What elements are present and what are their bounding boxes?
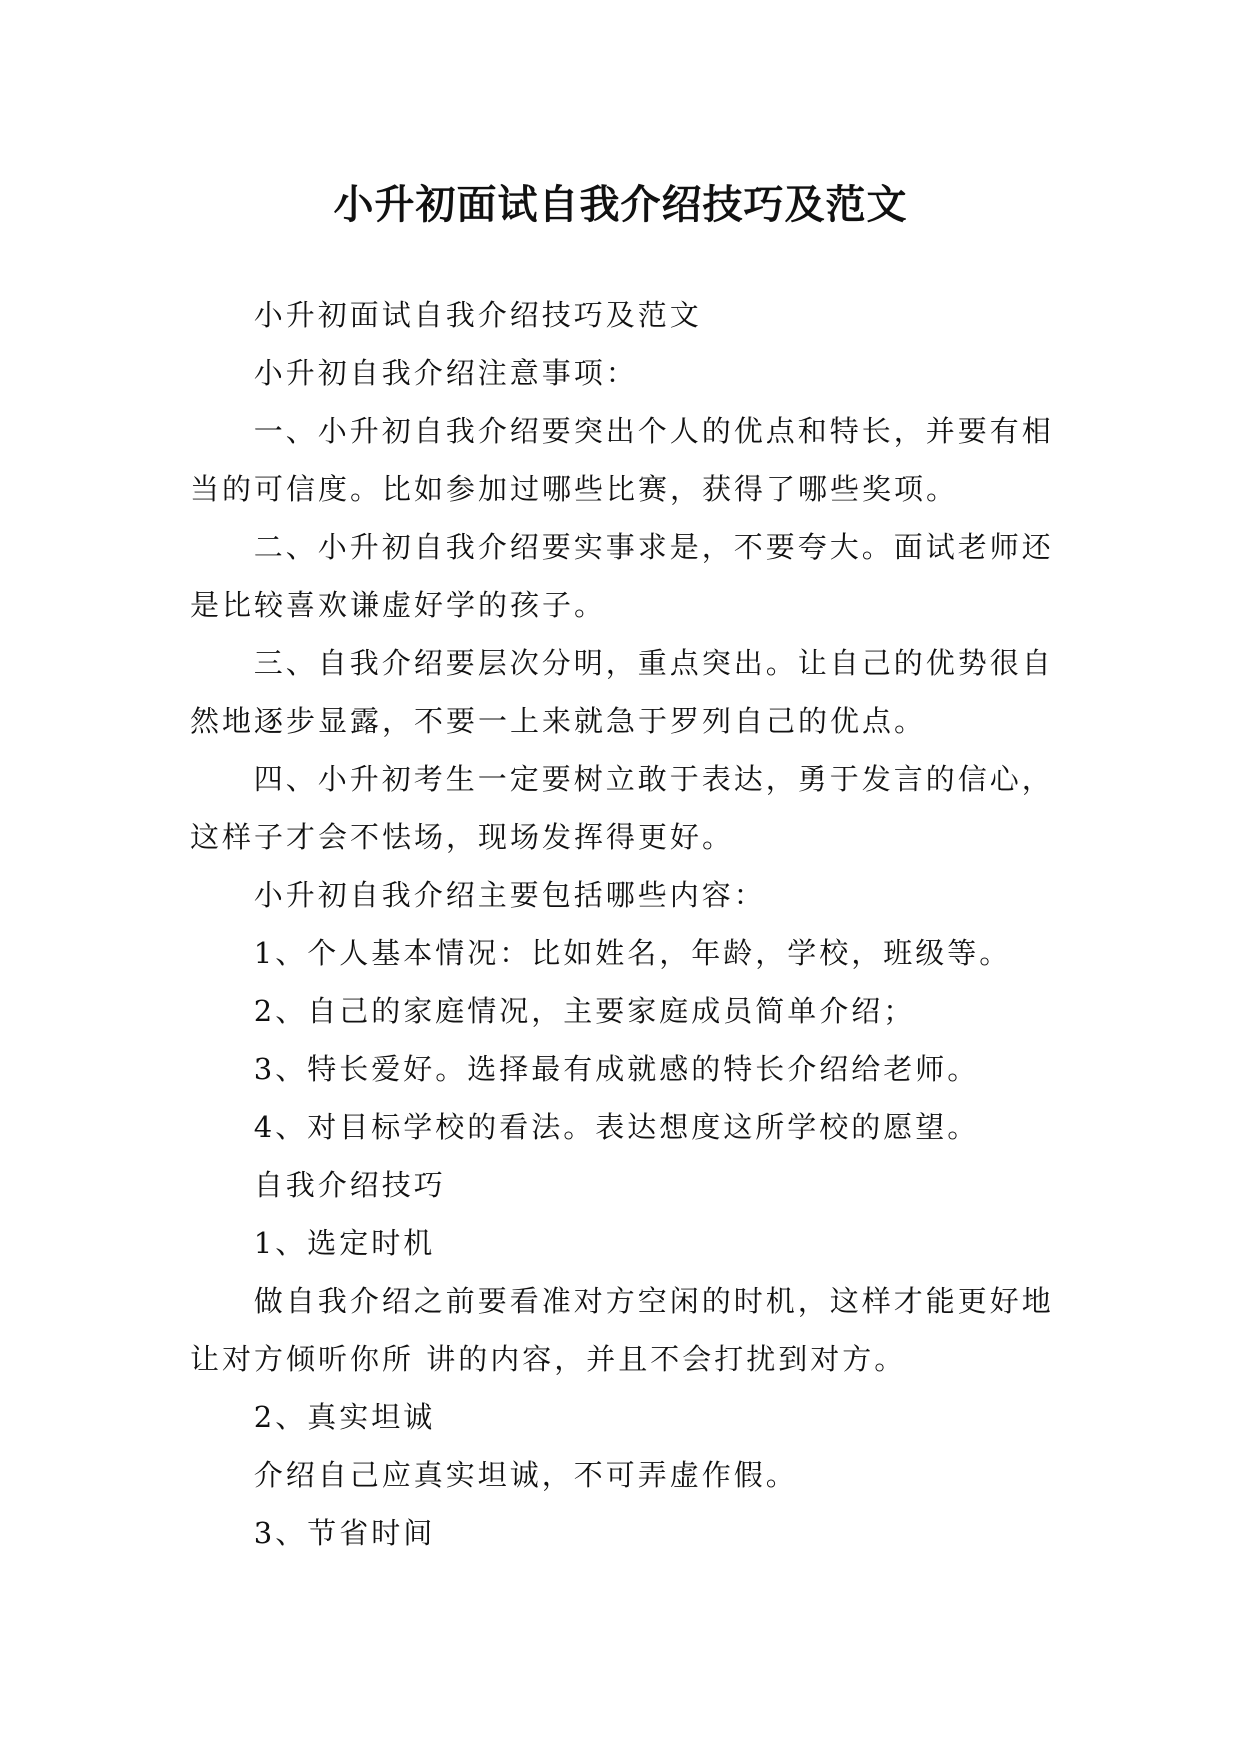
paragraph: 3、节省时间 [253,1516,436,1550]
paragraph: 1、选定时机 [253,1226,436,1260]
paragraph: 一、小升初自我介绍要突出个人的优点和特长，并要有相当的可信度。比如参加过哪些比赛，获得了哪些奖项。 [190,414,1054,506]
paragraph: 四、小升初考生一定要树立敢于表达，勇于发言的信心，这样子才会不怯场，现场发挥得更好。 [190,762,1054,854]
paragraph: 三、自我介绍要层次分明，重点突出。让自己的优势很自然地逐步显露，不要一上来就急于罗列自己的优点。 [190,646,1054,738]
paragraph: 做自我介绍之前要看准对方空闲的时机，这样才能更好地让对方倾听你所 讲的内容，并且不会打扰到对方。 [190,1284,1054,1376]
document-title: 小升初面试自我介绍技巧及范文 [333,180,908,228]
paragraph: 1、个人基本情况：比如姓名，年龄，学校，班级等。 [253,936,1012,970]
paragraph: 小升初面试自我介绍技巧及范文 [253,298,702,332]
paragraph: 二、小升初自我介绍要实事求是，不要夸大。面试老师还是比较喜欢谦虚好学的孩子。 [190,530,1054,622]
paragraph: 3、特长爱好。选择最有成就感的特长介绍给老师。 [253,1052,980,1086]
paragraph: 小升初自我介绍注意事项： [253,356,638,390]
section-heading: 自我介绍技巧 [253,1168,446,1202]
paragraph: 介绍自己应真实坦诚，不可弄虚作假。 [253,1458,798,1492]
paragraph: 4、对目标学校的看法。表达想度这所学校的愿望。 [253,1110,980,1144]
document-body [190,286,1060,1562]
paragraph: 2、自己的家庭情况，主要家庭成员简单介绍； [253,994,916,1028]
paragraph: 2、真实坦诚 [253,1400,436,1434]
paragraph: 小升初自我介绍主要包括哪些内容： [253,878,766,912]
